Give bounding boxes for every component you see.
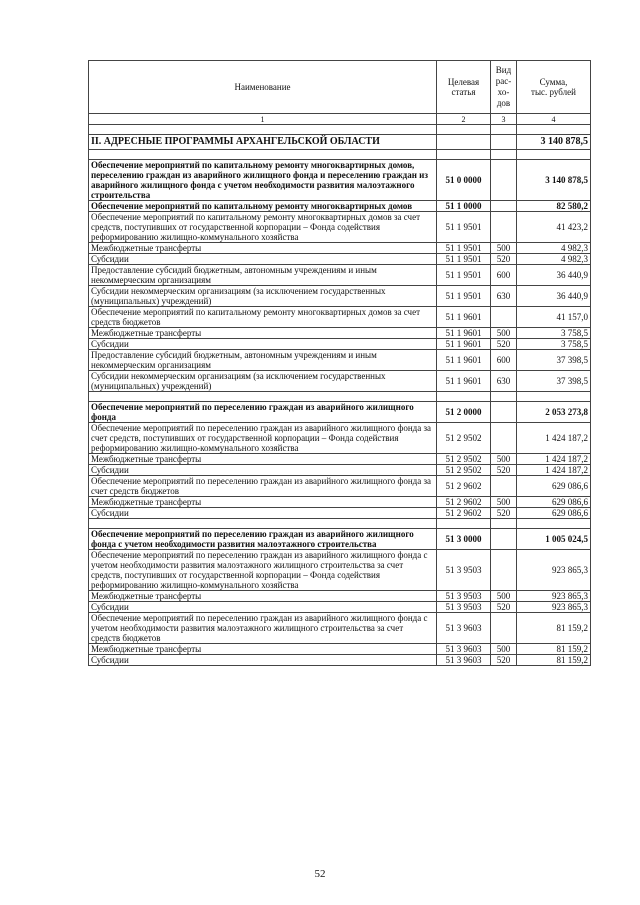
row-sum: 3 140 878,5 [517, 160, 591, 201]
row-expense-type: 500 [491, 591, 517, 602]
row-expense-type [491, 613, 517, 644]
row-name: Межбюджетные трансферты [89, 644, 437, 655]
row-target-code: 51 1 9501 [437, 286, 491, 307]
row-target-code: 51 1 9601 [437, 350, 491, 371]
row-name: Субсидии [89, 254, 437, 265]
row-expense-type [491, 423, 517, 454]
row-sum: 3 758,5 [517, 339, 591, 350]
header-expense-type [491, 61, 517, 114]
spacer-row [89, 150, 591, 160]
row-target-code: 51 3 0000 [437, 529, 491, 550]
row-expense-type: 500 [491, 243, 517, 254]
spacer-row [89, 519, 591, 529]
row-expense-type [491, 402, 517, 423]
row-target-code: 51 2 9602 [437, 497, 491, 508]
row-name: Предоставление субсидий бюджетным, автономным учреждениям и иным некоммерческим организациям [89, 265, 437, 286]
row-name: Обеспечение мероприятий по переселению граждан из аварийного жилищного фонда [89, 402, 437, 423]
table-row [89, 465, 591, 476]
table-header-row [89, 61, 591, 114]
row-expense-type: 600 [491, 350, 517, 371]
table-row [89, 591, 591, 602]
row-target-code: 51 2 9502 [437, 423, 491, 454]
row-name: Обеспечение мероприятий по переселению граждан из аварийного жилищного фонда с учетом необходимости развития малоэтажного жилищного строительства за счет средств, поступивших от государственной корпорации – Фонда содействия реформированию жилищно-коммунального хозяйства [89, 550, 437, 591]
row-expense-type: 520 [491, 254, 517, 265]
row-sum: 1 424 187,2 [517, 423, 591, 454]
table-row [89, 613, 591, 644]
row-target-code: 51 1 9501 [437, 212, 491, 243]
row-target-code: 51 2 9502 [437, 454, 491, 465]
row-target-code: 51 3 9603 [437, 655, 491, 666]
table-row [89, 307, 591, 328]
table-row [89, 423, 591, 454]
row-sum: 1 424 187,2 [517, 454, 591, 465]
table-row [89, 350, 591, 371]
section-sum: 3 140 878,5 [517, 135, 591, 150]
row-sum: 37 398,5 [517, 371, 591, 392]
header-sum-line: тыс. рублей [531, 87, 576, 97]
row-expense-type: 500 [491, 497, 517, 508]
budget-table-container [88, 60, 590, 666]
budget-table [88, 60, 591, 666]
row-sum: 3 758,5 [517, 328, 591, 339]
row-expense-type: 630 [491, 371, 517, 392]
row-expense-type [491, 529, 517, 550]
row-expense-type [491, 212, 517, 243]
row-target-code: 51 0 0000 [437, 160, 491, 201]
row-target-code: 51 3 9603 [437, 613, 491, 644]
row-target-code: 51 3 9603 [437, 644, 491, 655]
table-row [89, 454, 591, 465]
column-number: 2 [437, 114, 491, 125]
row-expense-type: 520 [491, 465, 517, 476]
row-sum: 37 398,5 [517, 350, 591, 371]
row-name: Обеспечение мероприятий по капитальному ремонту многоквартирных домов за счет средств бюджетов [89, 307, 437, 328]
header-sum-line: Сумма, [539, 77, 568, 87]
header-expense-type-line: рас- [495, 76, 512, 86]
row-sum: 36 440,9 [517, 265, 591, 286]
row-name: Обеспечение мероприятий по капитальному ремонту многоквартирных домов, переселению граждан из аварийного жилищного фонда и переселению граждан из аварийного жилищного фонда с учетом необходимости развития малоэтажного строительства [89, 160, 437, 201]
row-expense-type [491, 307, 517, 328]
table-row [89, 529, 591, 550]
row-sum: 4 982,3 [517, 243, 591, 254]
row-sum: 923 865,3 [517, 591, 591, 602]
row-target-code: 51 1 0000 [437, 201, 491, 212]
section-row [89, 135, 591, 150]
table-row [89, 201, 591, 212]
column-number: 3 [491, 114, 517, 125]
row-sum: 82 580,2 [517, 201, 591, 212]
table-row [89, 160, 591, 201]
header-name: Наименование [89, 61, 437, 114]
row-target-code: 51 1 9601 [437, 371, 491, 392]
row-expense-type [491, 160, 517, 201]
row-sum: 81 159,2 [517, 644, 591, 655]
row-expense-type: 500 [491, 454, 517, 465]
table-row [89, 497, 591, 508]
column-number: 4 [517, 114, 591, 125]
row-expense-type: 520 [491, 508, 517, 519]
row-sum: 41 157,0 [517, 307, 591, 328]
row-sum: 36 440,9 [517, 286, 591, 307]
row-target-code: 51 2 9602 [437, 476, 491, 497]
row-target-code: 51 2 9602 [437, 508, 491, 519]
row-sum: 81 159,2 [517, 655, 591, 666]
row-name: Обеспечение мероприятий по капитальному ремонту многоквартирных домов [89, 201, 437, 212]
row-expense-type: 630 [491, 286, 517, 307]
table-row [89, 254, 591, 265]
page-number: 52 [314, 868, 326, 880]
table-row [89, 328, 591, 339]
row-name: Субсидии [89, 508, 437, 519]
table-row [89, 371, 591, 392]
column-number: 1 [89, 114, 437, 125]
row-expense-type: 520 [491, 655, 517, 666]
spacer-row [89, 392, 591, 402]
row-expense-type: 520 [491, 602, 517, 613]
row-expense-type: 500 [491, 328, 517, 339]
row-name: Субсидии [89, 602, 437, 613]
row-name: Предоставление субсидий бюджетным, автономным учреждениям и иным некоммерческим организациям [89, 350, 437, 371]
header-code: Целевая статья [437, 61, 491, 114]
row-name: Межбюджетные трансферты [89, 243, 437, 254]
table-row [89, 402, 591, 423]
table-row [89, 476, 591, 497]
section-code [437, 135, 491, 150]
row-name: Обеспечение мероприятий по капитальному ремонту многоквартирных домов за счет средств, поступивших от государственной корпорации – Фонда содействия реформированию жилищно-коммунального хозяйства [89, 212, 437, 243]
row-expense-type [491, 550, 517, 591]
row-name: Субсидии некоммерческим организациям (за исключением государственных (муниципальных) учреждений) [89, 286, 437, 307]
table-row [89, 655, 591, 666]
table-row [89, 550, 591, 591]
table-row [89, 602, 591, 613]
row-name: Межбюджетные трансферты [89, 591, 437, 602]
row-sum: 1 424 187,2 [517, 465, 591, 476]
row-expense-type [491, 201, 517, 212]
spacer-row [89, 125, 591, 135]
header-sum [517, 61, 591, 114]
table-row [89, 265, 591, 286]
row-name: Межбюджетные трансферты [89, 454, 437, 465]
row-target-code: 51 1 9501 [437, 254, 491, 265]
row-name: Обеспечение мероприятий по переселению граждан из аварийного жилищного фонда за счет средств, поступивших от государственной корпорации – Фонда содействия реформированию жилищно-коммунального хозяйства [89, 423, 437, 454]
row-sum: 629 086,6 [517, 497, 591, 508]
row-sum: 41 423,2 [517, 212, 591, 243]
header-expense-type-line: Вид [495, 65, 512, 75]
table-row [89, 286, 591, 307]
header-expense-type-line: хо- [497, 87, 510, 97]
row-target-code: 51 1 9601 [437, 307, 491, 328]
section-title: II. АДРЕСНЫЕ ПРОГРАММЫ АРХАНГЕЛЬСКОЙ ОБЛАСТИ [89, 135, 437, 150]
table-row [89, 243, 591, 254]
row-expense-type: 500 [491, 644, 517, 655]
row-target-code: 51 1 9501 [437, 265, 491, 286]
row-sum: 1 005 024,5 [517, 529, 591, 550]
row-name: Субсидии [89, 655, 437, 666]
row-name: Обеспечение мероприятий по переселению граждан из аварийного жилищного фонда с учетом необходимости развития малоэтажного жилищного строительства за счет средств бюджетов [89, 613, 437, 644]
column-numbers-row [89, 114, 591, 125]
row-sum: 2 053 273,8 [517, 402, 591, 423]
table-row [89, 339, 591, 350]
row-target-code: 51 2 0000 [437, 402, 491, 423]
row-name: Обеспечение мероприятий по переселению граждан из аварийного жилищного фонда за счет средств бюджетов [89, 476, 437, 497]
row-target-code: 51 3 9503 [437, 602, 491, 613]
table-row [89, 644, 591, 655]
row-name: Субсидии [89, 465, 437, 476]
row-target-code: 51 2 9502 [437, 465, 491, 476]
row-sum: 923 865,3 [517, 550, 591, 591]
row-sum: 923 865,3 [517, 602, 591, 613]
row-name: Межбюджетные трансферты [89, 328, 437, 339]
table-row [89, 212, 591, 243]
row-target-code: 51 3 9503 [437, 591, 491, 602]
row-sum: 4 982,3 [517, 254, 591, 265]
table-row [89, 508, 591, 519]
row-name: Субсидии [89, 339, 437, 350]
row-name: Межбюджетные трансферты [89, 497, 437, 508]
row-expense-type [491, 476, 517, 497]
row-target-code: 51 1 9601 [437, 339, 491, 350]
header-expense-type-line: дов [496, 98, 511, 108]
row-name: Обеспечение мероприятий по переселению граждан из аварийного жилищного фонда с учетом необходимости развития малоэтажного строительства [89, 529, 437, 550]
row-sum: 81 159,2 [517, 613, 591, 644]
row-target-code: 51 1 9601 [437, 328, 491, 339]
row-target-code: 51 3 9503 [437, 550, 491, 591]
row-expense-type: 520 [491, 339, 517, 350]
row-name: Субсидии некоммерческим организациям (за исключением государственных (муниципальных) учреждений) [89, 371, 437, 392]
row-sum: 629 086,6 [517, 476, 591, 497]
row-expense-type: 600 [491, 265, 517, 286]
section-expense-type [491, 135, 517, 150]
row-sum: 629 086,6 [517, 508, 591, 519]
row-target-code: 51 1 9501 [437, 243, 491, 254]
